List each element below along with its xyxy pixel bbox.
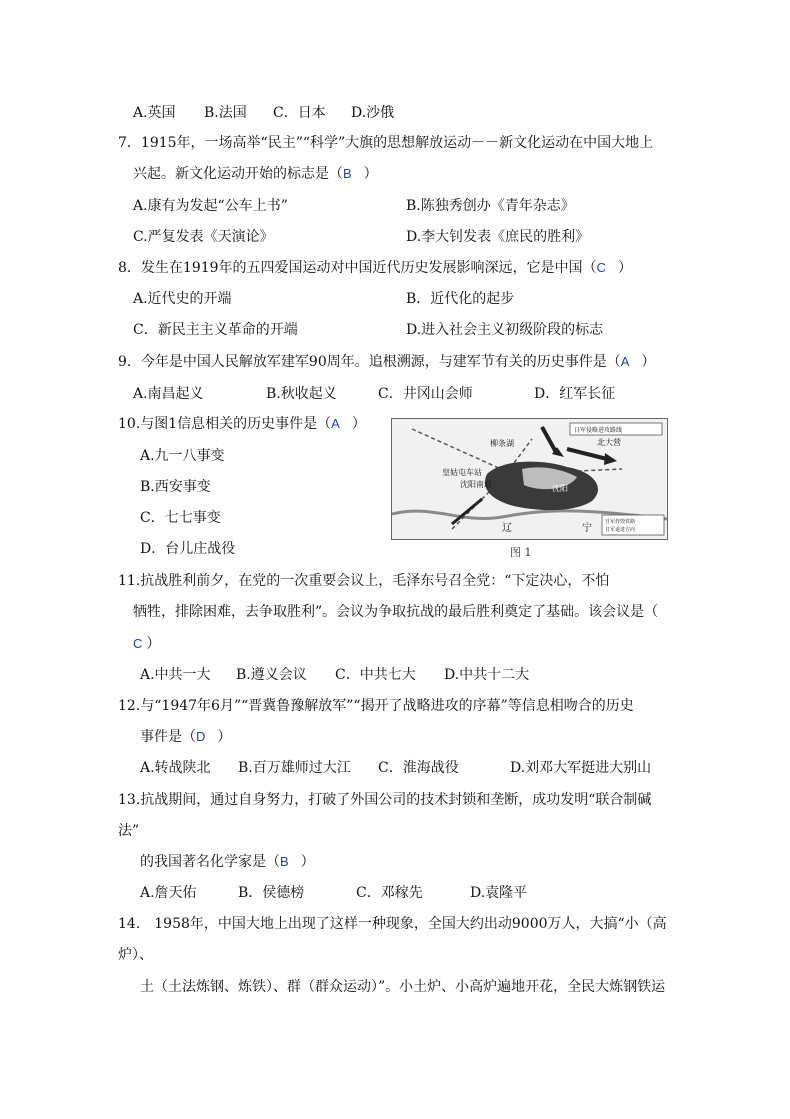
q7-stem-line1: 7．1915年，一场高举“民主”“科学”大旗的思想解放运动－－新文化运动在中国大地上 <box>118 135 654 151</box>
figure-1-caption: 图 1 <box>510 546 532 559</box>
q11-option-c: C．中共七大 <box>335 667 416 683</box>
q11-stem-line2: 牺牲，排除困难，去争取胜利”。会议为争取抗战的最后胜利奠定了基础。该会议是（ <box>133 604 659 620</box>
q10-option-c: C．七七事变 <box>140 510 221 526</box>
q8-option-d: D.进入社会主义初级阶段的标志 <box>406 322 604 338</box>
q7-option-d: D.李大钊发表《庶民的胜利》 <box>406 229 590 245</box>
label-shenyang-south: 沈阳南站 <box>460 480 492 489</box>
q14-stem-line2: 炉）、 <box>118 947 153 963</box>
q10-option-a: A.九一八事变 <box>140 448 225 464</box>
q7-option-b: B.陈独秀创办《青年杂志》 <box>406 198 575 214</box>
attack-arrow-1 <box>542 427 557 454</box>
q11-option-b: B.遵义会议 <box>236 667 307 683</box>
q9-answer: A <box>620 354 630 369</box>
q11-stem-line3: C ） <box>133 636 161 652</box>
label-ning: 宁 <box>582 523 592 534</box>
label-liao: 辽 <box>502 523 512 534</box>
q7-stem-line2: 兴起。新文化运动开始的标志是（B ） <box>133 166 378 182</box>
label-huanggutun: 皇姑屯车站 <box>442 468 482 477</box>
q6-option-d: D.沙俄 <box>351 105 395 121</box>
q14-stem-line3: 土（土法炼钢、炼铁）、群（群众运动）”。小土炉、小高炉遍地开花，全民大炼钢铁运 <box>140 979 666 995</box>
q9-option-d: D．红军长征 <box>534 386 616 402</box>
q10-option-d: D．台儿庄战役 <box>140 541 236 557</box>
q12-answer: D <box>196 729 206 744</box>
q11-option-a: A.中共一大 <box>140 667 211 683</box>
q8-option-a: A.近代史的开端 <box>133 291 232 307</box>
q12-option-b: B.百万雄师过大江 <box>238 760 351 776</box>
figure-1-map <box>391 418 668 540</box>
q9-option-a: A.南昌起义 <box>133 386 204 402</box>
q13-option-c: C．邓稼先 <box>356 885 423 901</box>
q6-option-b: B.法国 <box>204 105 247 121</box>
label-beidaying: 北大营 <box>597 438 621 447</box>
q6-option-a: A.英国 <box>133 105 176 121</box>
q14-stem-line1: 14. 1958年，中国大地上出现了这样一种现象，全国大约出动9000万人，大搞“小（高 <box>118 916 667 932</box>
q10-answer: A <box>331 416 340 431</box>
map-svg <box>392 419 667 539</box>
q7-option-a: A.康有为发起“公车上书” <box>133 198 288 214</box>
q13-stem-line2: 法” <box>118 823 140 839</box>
label-shenyang: 沈阳 <box>552 484 568 493</box>
q13-answer: B <box>280 854 289 869</box>
q8-answer: C <box>596 260 606 275</box>
q13-stem-line3: 的我国著名化学家是（B ） <box>140 854 315 870</box>
q10-option-b: B.西安事变 <box>140 479 211 495</box>
q8-option-c: C．新民主主义革命的开端 <box>133 322 298 338</box>
q8-stem: 8．发生在1919年的五四爱国运动对中国近代历史发展影响深远，它是中国（C ） <box>118 260 632 276</box>
label-liutiaohu: 柳条湖 <box>490 439 514 448</box>
q9-option-b: B.秋收起义 <box>266 386 337 402</box>
legend-advance-direction: 日军退进方向 <box>605 527 636 533</box>
q10-stem: 10.与图1信息相关的历史事件是（A ） <box>118 416 366 432</box>
q13-option-b: B．侯德榜 <box>238 885 305 901</box>
q13-option-d: D.袁隆平 <box>470 885 528 901</box>
legend-attack-route: 日军侵略进攻路线 <box>574 427 623 434</box>
attack-arrow-2 <box>567 449 607 459</box>
arrow-head-2 <box>604 453 617 465</box>
q12-option-a: A.转战陕北 <box>140 760 211 776</box>
q7-option-c: C.严复发表《天演论》 <box>133 229 274 245</box>
q12-option-c: C．淮海战役 <box>378 760 459 776</box>
q13-option-a: A.詹天佑 <box>140 885 197 901</box>
q9-option-c: C．井冈山会师 <box>378 386 473 402</box>
q11-answer: C <box>133 636 143 651</box>
q13-stem-line1: 13.抗战期间，通过自身努力，打破了外国公司的技术封锁和垄断，成功发明“联合制碱 <box>118 792 652 808</box>
q11-option-d: D.中共十二大 <box>444 667 530 683</box>
q12-stem-line1: 12.与“1947年6月”“晋冀鲁豫解放军”“揭开了战略进攻的序幕”等信息相吻合的历史 <box>118 698 634 714</box>
legend-bombed-railway: 日军炸毁铁路 <box>605 519 636 525</box>
q12-stem-line2: 事件是（D ） <box>140 729 232 745</box>
q12-option-d: D.刘邓大军挺进大别山 <box>510 760 652 776</box>
q9-stem: 9．今年是中国人民解放军建军90周年。追根溯源，与建军节有关的历史事件是（A ） <box>118 354 656 370</box>
q6-option-c: C．日本 <box>273 105 326 121</box>
q7-answer: B <box>343 166 352 181</box>
attack-arrow-3 <box>452 499 482 524</box>
q11-stem-line1: 11.抗战胜利前夕，在党的一次重要会议上，毛泽东号召全党：“下定决心，不怕 <box>118 573 610 589</box>
q8-option-b: B．近代化的起步 <box>406 291 515 307</box>
